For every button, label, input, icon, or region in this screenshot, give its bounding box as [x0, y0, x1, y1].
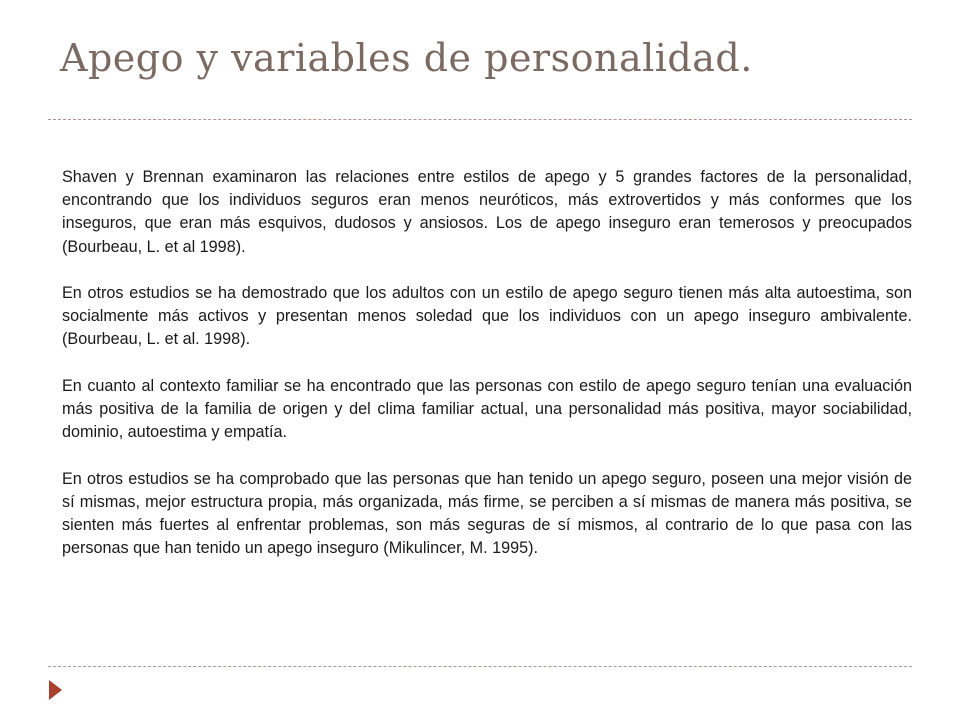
- body-text: [62, 166, 912, 560]
- top-divider: [48, 119, 912, 120]
- bottom-divider: [48, 666, 912, 667]
- paragraph-3: En cuanto al contexto familiar se ha encontrado que las personas con estilo de apego seguro tenían una evaluación más positiva de la familia de origen y del clima familiar actual, una personalidad más positiva, mayor sociabilidad, dominio, autoestima y empatía.: [62, 376, 912, 442]
- paragraph-2: En otros estudios se ha demostrado que los adultos con un estilo de apego seguro tienen más alta autoestima, son socialmente más activos y presentan menos soledad que los individuos con un apego inseguro ambivalente. (Bourbeau, L. et al. 1998).: [62, 284, 912, 349]
- triangle-bullet-icon: [49, 680, 62, 700]
- paragraph-1: Shaven y Brennan examinaron las relaciones entre estilos de apego y 5 grandes factores de la personalidad, encontrando que los individuos seguros eran menos neuróticos, más extrovertidos y más conformes que los inseguros, que eran más esquivos, dudosos y ansiosos. Los de apego inseguro eran temerosos y preocupados (Bourbeau, L. et al 1998).: [62, 168, 912, 256]
- paragraph-4: En otros estudios se ha comprobado que las personas que han tenido un apego seguro, poseen una mejor visión de sí mismas, mejor estructura propia, más organizada, más firme, se perciben a sí mismas de manera más positiva, se sienten más fuertes al enfrentar problemas, son más seguras de sí mismos, al contrario de lo que pasa con las personas que han tenido un apego inseguro (Mikulincer, M. 1995).: [62, 469, 912, 558]
- slide-title: Apego y variables de personalidad.: [60, 36, 753, 80]
